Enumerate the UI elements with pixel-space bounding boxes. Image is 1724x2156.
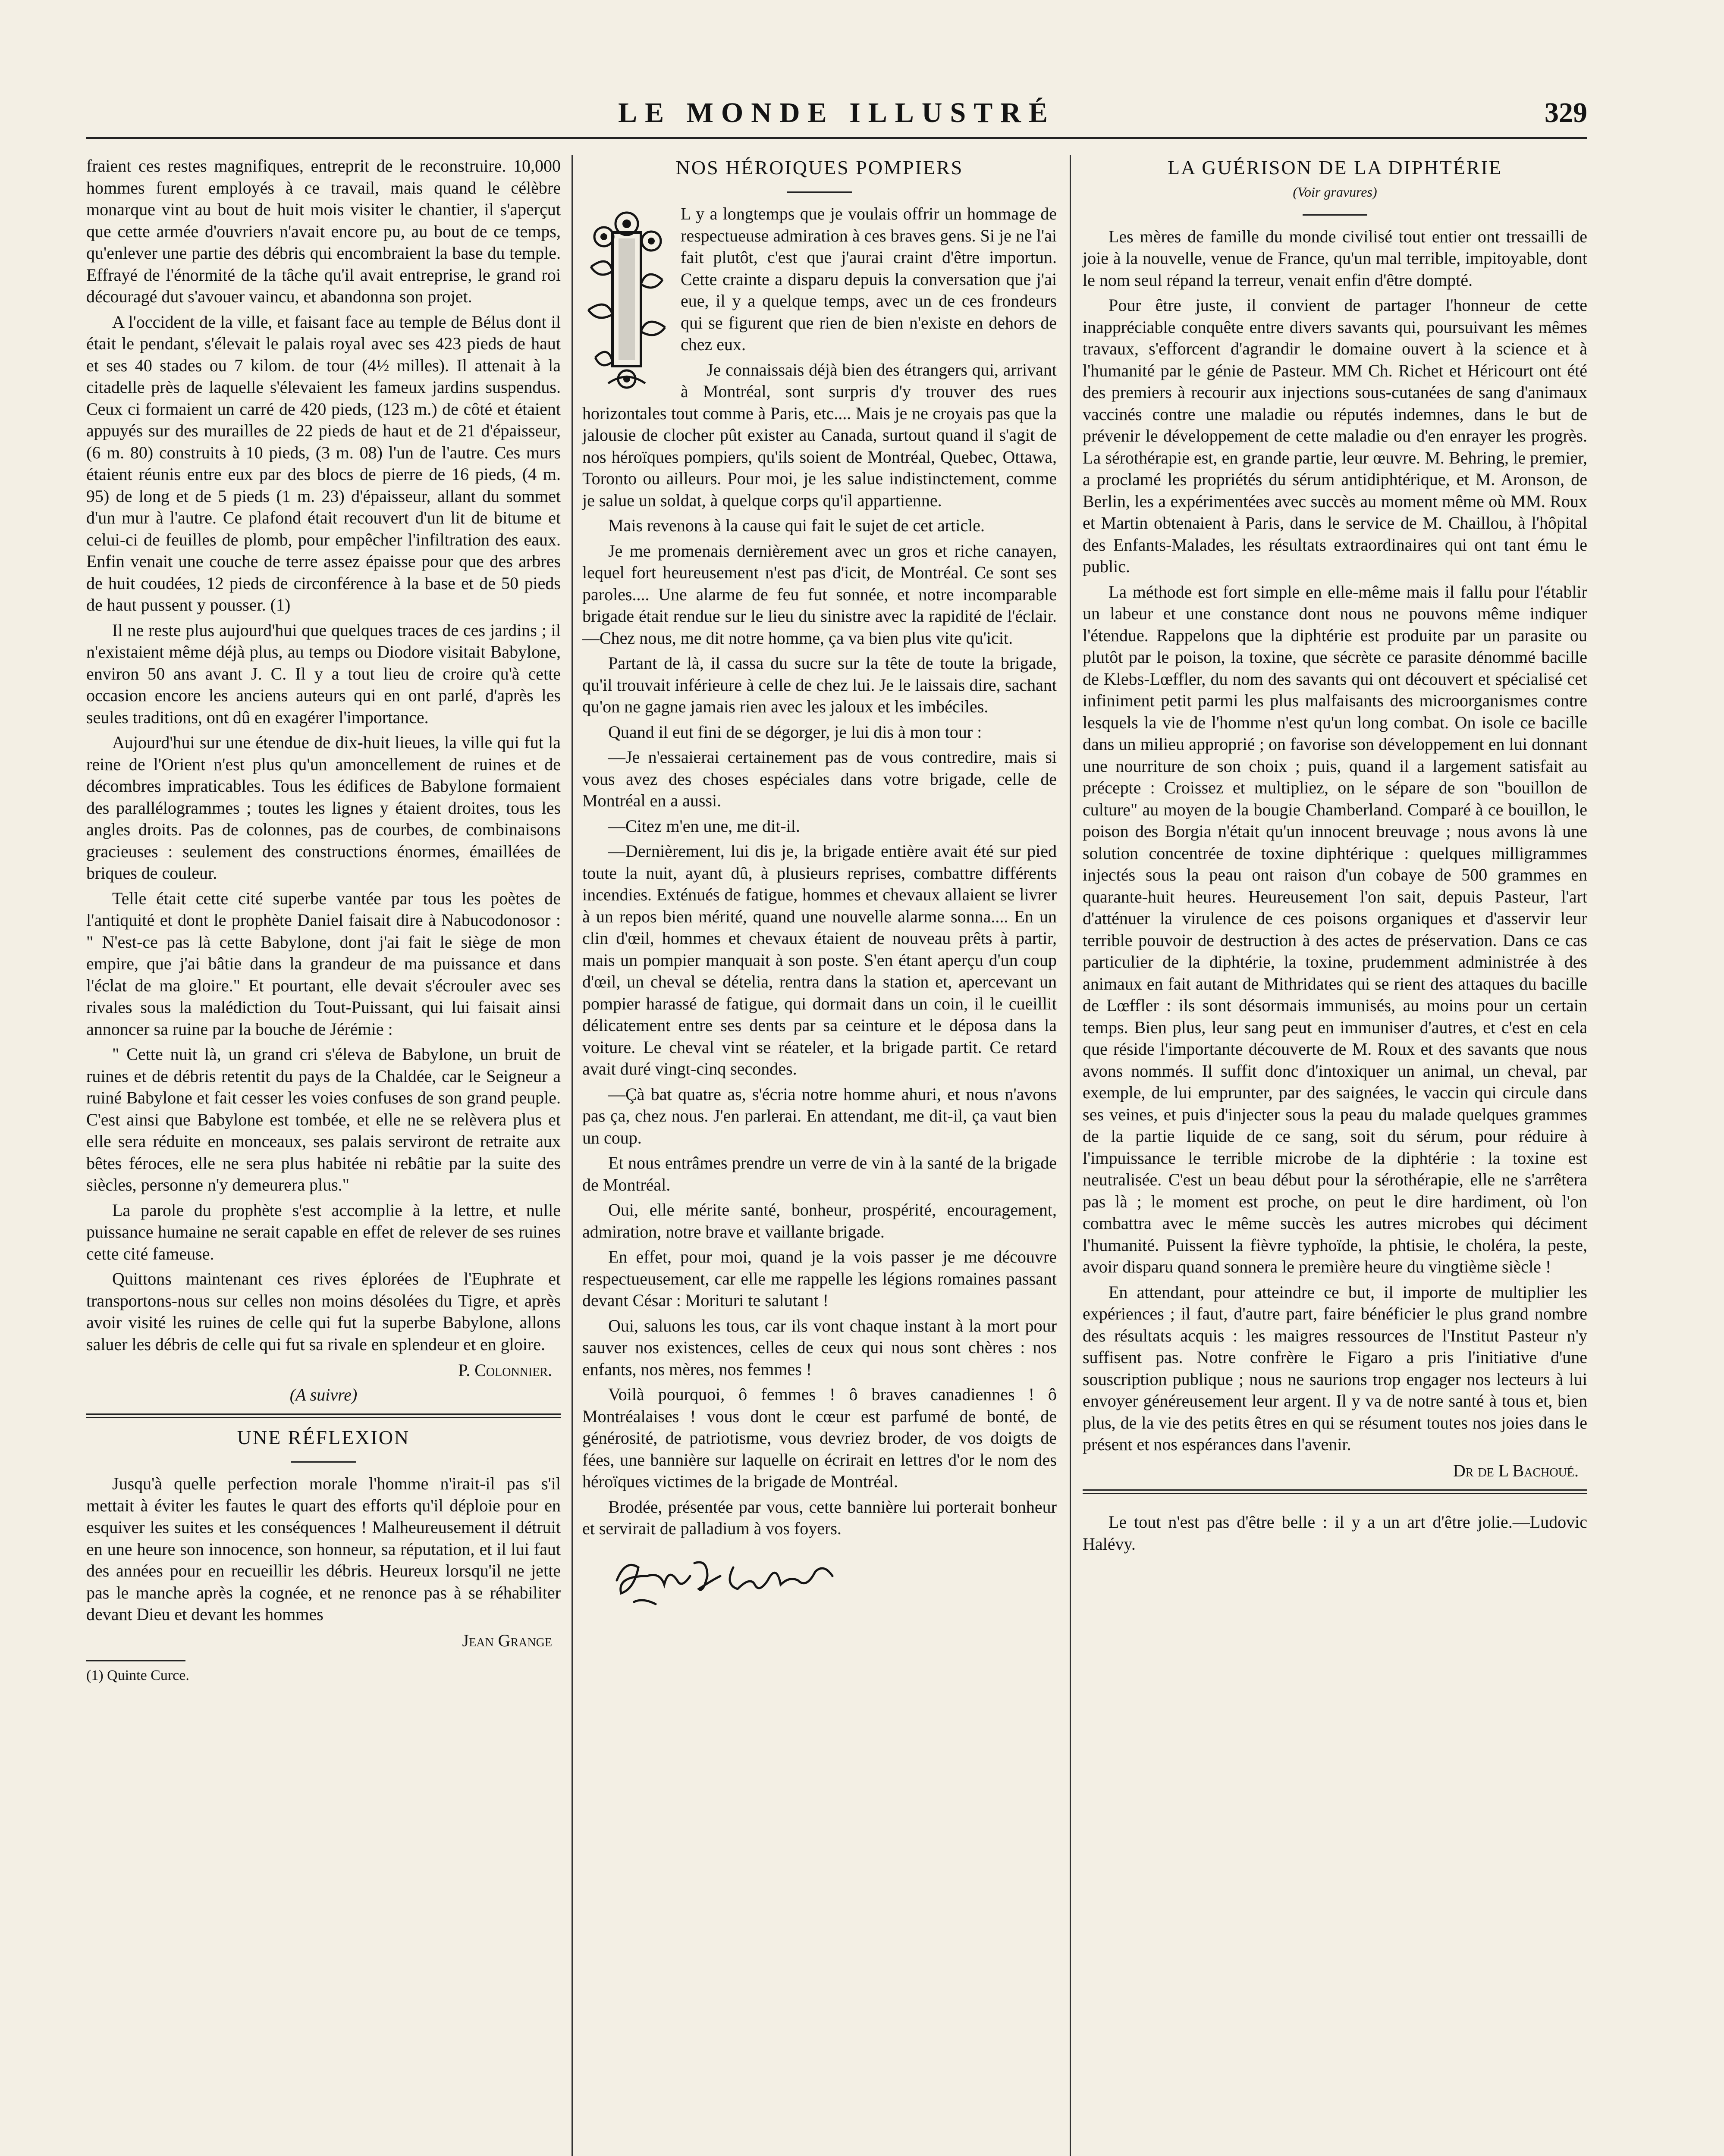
paragraph: Je connaissais déjà bien des étrangers qui, arrivant à Montréal, sont surpris d'y trouver des rues horizontales tout comme à Paris, etc.... Mais je ne croyais pas que la jalousie de clocher pût exister au Canada, surtout quand il s'agit de nos héroïques pompiers, qu'ils soient de Montréal, Quebec, Ottawa, Toronto ou ailleurs. Pour moi, je les salue indistinctement, comme je salue un soldat, à quelque corps qu'il appartienne. <box>582 360 1057 510</box>
paragraph: Et nous entrâmes prendre un verre de vin à la santé de la brigade de Montréal. <box>582 1153 1057 1194</box>
paragraph: Quand il eut fini de se dégorger, je lui dis à mon tour : <box>608 722 982 742</box>
column-2 <box>582 155 1057 1611</box>
column-3 <box>1083 155 1587 1558</box>
to-be-continued: (A suivre) <box>289 1385 358 1404</box>
header-rule <box>86 137 1587 139</box>
paragraph: —Dernièrement, lui dis je, la brigade entière avait été sur pied toute la nuit, ayant dû, à plusieurs reprises, combattre différents incendies. Exténués de fatigue, hommes et chevaux allaient se livrer à un repos bien mérité, quand une nouvelle alarme sonna.... En un clin d'œil, hommes et chevaux étaient de nouveau prêts à partir, mais un pompier manquait à son poste. S'en étant aperçu d'un coup d'œil, un cheval se dételia, rentra dans la station et, apercevant un pompier harassé de fatigue, qui dormait dans un coin, il le cueillit délicatement entre ses dents par sa ceinture et le déposa dans la voiture. Le cheval vint se réateler, et la brigade partit. Ce retard avait duré vingt-cinq secondes. <box>582 841 1057 1078</box>
paragraph: En effet, pour moi, quand je la vois passer je me découvre respectueusement, car elle me rappelle les légions romaines passant devant César : Morituri te salutant ! <box>582 1247 1057 1310</box>
diphterie-subtitle: (Voir gravures) <box>1293 184 1377 200</box>
paragraph: —Je n'essaierai certainement pas de vous contredire, mais si vous avez des choses espéciales dans votre brigade, celle de Montréal en a aussi. <box>582 747 1057 810</box>
paragraph: Brodée, présentée par vous, cette bannière lui porterait bonheur et servirait de palladium à vos foyers. <box>582 1497 1057 1538</box>
paragraph: La parole du prophète s'est accomplie à la lettre, et nulle puissance humaine ne serait capable en effet de relever de ses ruines cette cité fameuse. <box>86 1200 561 1263</box>
article-signature: P. Colonnier. <box>458 1360 552 1380</box>
article-signature: Dr de L Bachoué. <box>1453 1460 1579 1480</box>
paragraph: Mais revenons à la cause qui fait le sujet de cet article. <box>608 516 985 535</box>
paragraph: Il ne reste plus aujourd'hui que quelques traces de ces jardins ; il n'existaient même déjà plus, au temps ou Diodore visitait Babylone, environ 50 ans avant J. C. Il y a tout lieu de croire qu'à cette occasion encore les anciens auteurs qui en ont parlé, d'après les seules traditions, ont dû en exagérer l'importance. <box>86 620 561 727</box>
title-rule <box>1303 214 1367 216</box>
paragraph: A l'occident de la ville, et faisant face au temple de Bélus dont il était le pendant, s'élevait le palais royal avec ses 423 pieds de haut et ses 40 stades ou 7 kilom. de tour (4½ milles). Il attenait à la citadelle près de laquelle s'élevaient les fameux jardins suspendus. Ceux ci formaient un carré de 420 pieds, (123 m.) de côté et étaient appuyés sur des murailles de 22 pieds de haut et de 21 d'épaisseur, (6 m. 80) construits à 10 pieds, (3 m. 08) l'un de l'autre. Ces murs étaient réunis entre eux par des blocs de pierre de 16 pieds, (4 m. 95) de long et de 5 pieds (1 m. 23) d'épaisseur, allant du sommet d'un mur à l'autre. Ce plafond était recouvert d'un lit de bitume et celui-ci de feuilles de plomb, pour empêcher l'infiltration des eaux. Enfin venait une couche de terre assez épaisse pour que des arbres de huit coudées, 12 pieds de circonférence à la base et de 50 pieds de haut pussent y pousser. (1) <box>86 312 561 614</box>
pompiers-title: NOS HÉROIQUES POMPIERS <box>675 157 964 179</box>
diphterie-title: LA GUÉRISON DE LA DIPHTÉRIE <box>1167 157 1503 179</box>
column-divider-2 <box>1070 155 1071 2156</box>
paragraph: Pour être juste, il convient de partager l'honneur de cette inappréciable conquête entre divers savants qui, poursuivant les mêmes travaux, s'efforcent d'agrandir le domaine ouvert à la science et à l'humanité par le génie de Pasteur. MM Ch. Richet et Héricourt ont été des premiers à recourir aux injections sous-cutanées de sang d'animaux vaccinés contre une maladie ou réputés indemnes, dans le but de prévenir le développement de cette maladie ou d'en enrayer les progrès. La sérothérapie est, en grande partie, leur œuvre. M. Behring, le premier, a proclamé les propriétés du sérum antidiphtérique, et M. Aronson, de Berlin, les a expérimentées avec succès au moment même où MM. Roux et Martin obtenaient à Paris, dans le service de M. Chaillou, à l'hôpital des Enfants-Malades, les résultats extraordinaires qui ont tant ému le public. <box>1083 295 1587 576</box>
reflexion-title: UNE RÉFLEXION <box>237 1426 410 1448</box>
paragraph: Partant de là, il cassa du sucre sur la tête de toute la brigade, qu'il trouvait inférieure à celle de chez lui. Je le laissais dire, sachant qu'on ne gagne jamais rien avec les jaloux et les imbéciles. <box>582 653 1057 716</box>
paragraph: Aujourd'hui sur une étendue de dix-huit lieues, la ville qui fut la reine de l'Orient n'est plus qu'un amoncellement de ruines et de décombres impraticables. Tous les édifices de Babylone formaient des parallélogrammes ; toutes les lignes y étaient droites, tous les angles droits. Pas de colonnes, pas de courbes, de combinaisons gracieuses : seulement des constructions énormes, émaillées de briques de couleur. <box>86 733 561 883</box>
paragraph: La méthode est fort simple en elle-même mais il fallu pour l'établir un labeur et une constance dont nous ne pouvons même indiquer l'étendue. Rappelons que la diphtérie est produite par un parasite ou plutôt par le poison, la toxine, que sécrète ce parasite dénommé bacille de Klebs-Lœffler, du nom des savants qui ont découvert et spécialisé cet infiniment petit parmi les plus malfaisants des microorganismes contre lesquels la vie de l'homme n'est qu'un long combat. On isole ce bacille dans un milieu approprié ; on favorise son développement en lui donnant une nourriture de son choix ; puis, quand il a largement satisfait au précepte : Croissez et multipliez, on le sépare de son "bouillon de culture" au moyen de la bougie Chamberland. Comparé à ce bouillon, le poison des Borgia n'était qu'un innocent breuvage ; nous avons là une solution concentrée de toxine diphtérique : quelques milligrammes injectés sous la peau ont raison d'un cobaye de 500 grammes en quarante-huit heures. Heureusement l'on sait, depuis Pasteur, l'art d'atténuer la virulence de ces poisons organiques et d'asservir leur terrible pouvoir de destruction à des actes de préservation. Dans ce cas particulier de la diphtérie, la toxine, prudemment administrée à des animaux en fait autant de Mithridates qui se rient des attaques du bacille de Lœffler : ils sont désormais immunisés, au moins pour un certain temps. Bien plus, leur sang peut en immuniser d'autres, et c'est en cela que réside l'importante découverte de M. Roux et des savants que nous avons nommés. Il suffit donc d'intoxiquer un animal, un cheval, par exemple, de lui emprunter, par des saignées, le vaccin qui circule dans ses veines, et puis d'injecter sous la peau du malade quelques grammes de la partie liquide de ce sang, soit du sérum, pour réduire à l'impuissance le terrible microbe de la diphtérie : la toxine est neutralisée. C'est un beau début pour la sérothérapie, elle ne s'arrêtera pas là ; le moment est proche, on peut le dire hardiment, où l'on combattra avec le même succès les autres microbes qui déciment l'humanité. Puissent la fièvre typhoïde, la phtisie, le choléra, la peste, avoir disparu quand sonnera le première heure du vingtième siècle ! <box>1083 582 1587 1276</box>
section-rule <box>86 1413 561 1418</box>
closing-quote: Le tout n'est pas d'être belle : il y a un art d'être jolie.—Ludovic Halévy. <box>1083 1512 1587 1554</box>
paragraph: Je me promenais dernièrement avec un gros et riche canayen, lequel fort heureusement n'est pas d'icit, de Montréal. Ce sont ses paroles.... Une alarme de feu fut sonnée, et notre incomparable brigade était rendue sur le lieu du sinistre avec la rapidité de l'éclair.—Chez nous, me dit notre homme, ça va bien plus vite qu'icit. <box>582 541 1057 648</box>
masthead <box>86 97 1587 131</box>
footnote: (1) Quinte Curce. <box>86 1667 189 1683</box>
newspaper-title: LE MONDE ILLUSTRÉ <box>618 97 1055 128</box>
paragraph: " Cette nuit là, un grand cri s'éleva de Babylone, un bruit de ruines et de débris retentit du pays de la Chaldée, car le Seigneur a ruiné Babylone et fait cesser les voies confuses de son grand peuple. C'est ainsi que Babylone est tombée, et elle ne se relèvera plus et elle sera réduite en monceaux, ses palais serviront de retraite aux bêtes féroces, elle ne sera plus habitée ni rebâtie par la suite des siècles, personne n'y demeurera plus." <box>86 1044 561 1194</box>
reflexion-signature: Jean Grange <box>462 1630 552 1650</box>
paragraph: Oui, saluons les tous, car ils vont chaque instant à la mort pour sauver nos existences, celles de ceux qui nous sont chères : nos enfants, nos mères, nos femmes ! <box>582 1316 1057 1379</box>
reflexion-text: Jusqu'à quelle perfection morale l'homme n'irait-il pas s'il mettait à éviter les fautes le quart des efforts qu'il déploie pour en esquiver les suites et les conséquences ! Malheureusement il détruit en une heure son innocence, son honneur, sa réputation, et il lui faut des années pour en recueillir les débris. Heureux lorsqu'il ne jette pas le manche après la cognée, et ne renonce pas à se réhabiliter devant Dieu et devant les hommes <box>86 1474 561 1624</box>
title-rule <box>291 1461 356 1463</box>
page-number: 329 <box>1545 97 1587 128</box>
handwritten-signature-icon <box>608 1550 1057 1611</box>
paragraph: En attendant, pour atteindre ce but, il importe de multiplier les expériences ; il faut, d'autre part, faire bénéficier le plus grand nombre des résultats acquis : les maigres ressources de l'Institut Pasteur n'y suffisent pas. Notre confrère le Figaro a pris l'initiative d'une souscription publique ; nous ne saurions trop engager nos lecteurs à lui envoyer généreusement leur argent. Il y va de notre santé à tous et, bien plus, de la vie des petits êtres en qui se résument toutes nos joies dans le présent et nos espérances dans l'avenir. <box>1083 1282 1587 1454</box>
paragraph: Oui, elle mérite santé, bonheur, prospérité, encouragement, admiration, notre brave et vaillante brigade. <box>582 1200 1057 1241</box>
column-1 <box>86 155 561 1690</box>
paragraph: fraient ces restes magnifiques, entreprit de le reconstruire. 10,000 hommes furent employés à ce travail, mais quand le célèbre monarque vint au bout de huit mois visiter le chantier, il s'aperçut que cette armée d'ouvriers n'avait encore pu, au bout de ce temps, qu'enlever une partie des débris qui encombraient la base du temple. Effrayé de l'énormité de la tâche qu'il avait entreprise, le grand roi découragé dut s'avouer vaincu, et abandonna son projet. <box>86 156 561 306</box>
dropcap-icon <box>582 207 671 392</box>
paragraph: —Çà bat quatre as, s'écria notre homme ahuri, et nous n'avons pas ça, chez nous. J'en parlerai. En attendant, me dit-il, ça vaut bien un coup. <box>582 1084 1057 1147</box>
paragraph: Telle était cette cité superbe vantée par tous les poètes de l'antiquité et dont le prophète Daniel faisait dire à Nabucodonosor : " N'est-ce pas là cette Babylone, dont j'ai fait le siège de mon empire, que j'ai bâtie dans la grandeur de ma puissance et dans l'éclat de ma gloire." Et pourtant, elle devait s'écrouler avec ses rivales sous la malédiction du Tout-Puissant, qui lui faisait ainsi annoncer sa ruine par la bouche de Jérémie : <box>86 888 561 1039</box>
title-rule <box>787 191 852 193</box>
footnote-rule <box>86 1660 185 1661</box>
paragraph: Quittons maintenant ces rives éplorées de l'Euphrate et transportons-nous sur celles non moins désolées du Tigre, et après avoir visité les ruines de celle qui fut la superbe Babylone, allons saluer les débris de celle qui fut sa rivale en splendeur et en gloire. <box>86 1269 561 1354</box>
paragraph: —Citez m'en une, me dit-il. <box>608 816 800 836</box>
section-rule <box>1083 1489 1587 1494</box>
paragraph: L y a longtemps que je voulais offrir un hommage de respectueuse admiration à ces braves gens. Si je ne l'ai fait plutôt, c'est que j'aurai craint d'être importun. Cette crainte a disparu depuis la conversation que j'ai eue, il y a quelque temps, avec un de ces frondeurs qui se figurent que rien de bien n'existe en dehors de chez eux. <box>681 204 1057 354</box>
paragraph: Voilà pourquoi, ô femmes ! ô braves canadiennes ! ô Montréalaises ! vous dont le cœur est parfumé de bonté, de générosité, de patriotisme, vous devriez broder, de vos doigts de fées, une bannière sur laquelle on écrirait en lettres d'or le nom des héroïques victimes de la brigade de Montréal. <box>582 1385 1057 1491</box>
paragraph: Les mères de famille du monde civilisé tout entier ont tressailli de joie à la nouvelle, venue de France, qu'un mal terrible, impitoyable, dont le nom seul répand la terreur, venait enfin d'être dompté. <box>1083 226 1587 290</box>
column-divider-1 <box>572 155 573 2156</box>
